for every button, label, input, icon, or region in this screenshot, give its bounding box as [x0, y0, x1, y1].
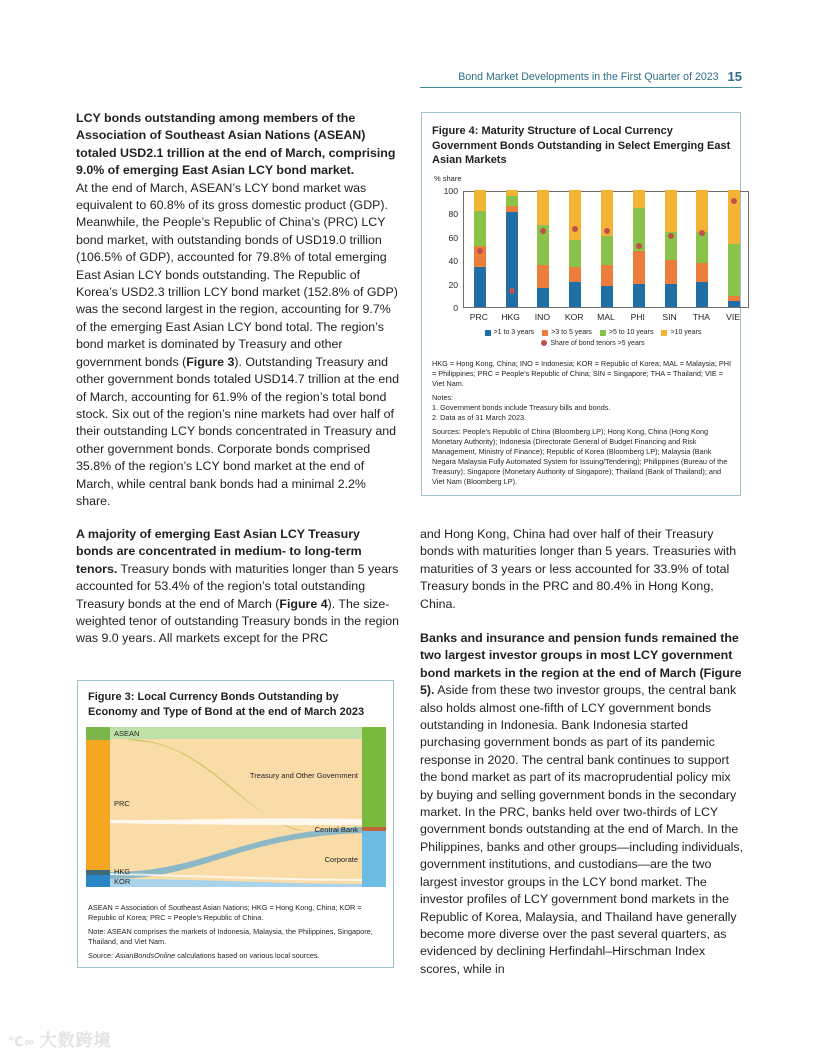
right-column-continuation	[420, 526, 744, 613]
section1-lead: LCY bonds outstanding among members of the Association of Southeast Asian Nations (ASEAN) totaled USD2.1 trillion at the end of March, comprising 9.0% of emerging East Asian LCY bond market.	[76, 111, 396, 178]
section3-body: Aside from these two investor groups, the central bank also holds almost one-fifth of LCY government bonds outstanding in Indonesia. Bank Indonesia started purchasing government bonds as part of its pandemic response in 2020. The central bank continues to support the bond market as part of its macroprudential policy mix by buying and selling government bonds in the secondary market. In the PRC, banks held over two-thirds of LCY government bonds outstanding at the end of March. In the Philippines, banks and other groups—including individuals, government institutions, and custodians—are the two largest investor groups in the LCY bond market. The investor profiles of LCY government bond markets in the Republic of Korea, Malaysia, and Thailand have generally become more diverse over the past several quarters, as evidenced by declining Herfindahl–Hirschman Index scores, while in	[420, 683, 744, 976]
legend-swatch-icon	[485, 330, 491, 336]
legend-swatch-icon	[600, 330, 606, 336]
figure3-abbreviations: ASEAN = Association of Southeast Asian Nations; HKG = Hong Kong, China; KOR = Republic of Korea; PRC = People’s Republic of China.	[88, 903, 362, 922]
legend-item: >3 to 5 years	[542, 329, 592, 336]
figure4-legend	[434, 329, 752, 348]
bar-segment	[569, 190, 581, 240]
y-tick-label: 60	[448, 232, 458, 243]
sankey-label-hkg: HKG	[114, 867, 131, 876]
figure3-box	[77, 680, 394, 968]
y-axis-label: % share	[434, 174, 462, 183]
bar-segment	[506, 206, 518, 212]
figure3-source	[88, 951, 388, 961]
legend-swatch-icon	[661, 330, 667, 336]
plot-area	[463, 191, 749, 308]
bar-sin	[665, 190, 677, 307]
section2-lead: A majority of emerging East Asian LCY Treasury bonds are concentrated in medium- to long-term tenors.	[76, 527, 362, 576]
watermark-icon: ℃∞	[8, 1034, 40, 1049]
bar-segment	[696, 232, 708, 262]
bar-segment	[601, 286, 613, 307]
sankey-label-treasury: Treasury and Other Government	[249, 771, 358, 780]
figure3-note: Note: ASEAN comprises the markets of Indonesia, Malaysia, the Philippines, Singapore, Thailand, and Viet Nam.	[88, 927, 373, 946]
bar-segment	[569, 240, 581, 267]
x-tick-label: KOR	[564, 312, 584, 322]
figure5-reference[interactable]: Figure 5	[420, 665, 742, 698]
section2-body-a: Treasury bonds with maturities longer than 5 years accounted for 53.4% of the region’s total outstanding Treasury bonds at the end of March (	[76, 561, 399, 611]
source-suffix: calculations based on various local sources.	[175, 951, 320, 960]
bar-mal	[601, 190, 613, 307]
bar-segment	[696, 263, 708, 283]
section2-body-b: ). The size-weighted tenor of outstanding Treasury bonds in the region was 9.0 years. All markets except for the PRC	[76, 596, 400, 646]
figure4-note-1: 1. Government bonds include Treasury bills and bonds.	[432, 403, 611, 412]
bar-segment	[665, 284, 677, 307]
bar-segment	[728, 296, 740, 301]
sankey-label-kor: KOR	[114, 877, 131, 886]
marker-dot	[477, 248, 483, 254]
bar-segment	[474, 190, 486, 211]
figure4-sources: Sources: People’s Republic of China (Bloomberg LP); Hong Kong, China (Hong Kong Monetary Authority); Indonesia (Directorate General of Budget Financing and Risk Management, Ministry of Finance); Republic of Korea (Bloomberg LP); Malaysia (Bank Negara Malaysia Fully Automated System for Issuing/Tendering); Philippines (Bureau of the Treasury); Singapore (Monetary Authority of Singapore); Thailand (Bank of Thailand); and Viet Nam (Bloomberg LP).	[432, 427, 728, 486]
bar-kor	[569, 190, 581, 307]
bar-segment	[728, 301, 740, 307]
figure4-reference[interactable]: Figure 4	[279, 596, 328, 611]
x-tick-label: VIE	[726, 312, 741, 322]
bar-segment	[569, 282, 581, 307]
right-column-section3	[420, 630, 744, 978]
legend-item-marker: Share of bond tenors >5 years	[541, 340, 644, 347]
figure4-notes-label: Notes:	[432, 393, 454, 402]
bar-segment	[537, 288, 549, 307]
sankey-label-central-bank: Central Bank	[314, 825, 358, 834]
source-name: AsianBondsOnline	[115, 951, 176, 960]
figure3-title: Figure 3: Local Currency Bonds Outstanding by Economy and Type of Bond at the end of March 2023	[88, 691, 365, 718]
bar-ino	[537, 190, 549, 307]
legend-swatch-icon	[542, 330, 548, 336]
watermark-text: 大数跨境	[39, 1031, 112, 1050]
bar-segment	[665, 260, 677, 283]
y-tick-label: 100	[443, 186, 458, 196]
marker-dot	[636, 243, 642, 249]
bar-vie	[728, 190, 740, 307]
bar-segment	[601, 265, 613, 286]
left-column-section2	[76, 526, 400, 648]
figure3-sankey-chart	[86, 727, 386, 887]
watermark-logo	[8, 1026, 112, 1051]
page-number: 15	[727, 69, 742, 84]
section3-lead-end: ).	[426, 683, 435, 698]
continuation-paragraph: and Hong Kong, China had over half of their Treasury bonds with maturities longer than 5 years. Treasuries with maturities of 3 years or less accounted for 33.9% of total Treasury bonds in the PRC and 80.4% in Hong Kong, China.	[420, 527, 737, 611]
x-tick-label: MAL	[597, 312, 615, 322]
y-tick-label: 40	[448, 256, 458, 267]
bar-segment	[506, 190, 518, 196]
bar-segment	[665, 190, 677, 232]
bar-segment	[633, 284, 645, 307]
marker-dot	[604, 228, 610, 234]
running-header	[420, 66, 742, 88]
marker-dot	[668, 233, 674, 239]
figure4-notes	[432, 359, 734, 491]
y-tick-label: 0	[453, 303, 458, 313]
figure4-title: Figure 4: Maturity Structure of Local Currency Government Bonds Outstanding in Select Emerging East Asian Markets	[432, 125, 731, 166]
figure4-abbreviations: HKG = Hong Kong, China; INO = Indonesia; KOR = Republic of Korea; MAL = Malaysia; PHI = Philippines; PRC = People’s Republic of China; SIN = Singapore; THA = Thailand; VIE = Viet Nam.	[432, 359, 732, 388]
marker-dot	[509, 288, 515, 294]
figure4-note-2: 2. Data as of 31 March 2023.	[432, 413, 527, 422]
left-column-section1	[76, 110, 400, 510]
bar-segment	[696, 190, 708, 232]
legend-item: >5 to 10 years	[600, 329, 654, 336]
x-tick-label: HKG	[501, 312, 520, 322]
legend-item: >1 to 3 years	[485, 329, 535, 336]
marker-dot	[572, 226, 578, 232]
bar-segment	[728, 244, 740, 297]
x-tick-label: PRC	[469, 312, 488, 322]
x-axis-labels	[463, 312, 749, 324]
bar-segment	[537, 190, 549, 225]
figure3-reference[interactable]: Figure 3	[186, 354, 235, 369]
y-tick-label: 20	[448, 279, 458, 290]
figure4-box	[421, 112, 741, 496]
legend-dot-icon	[541, 340, 547, 346]
figure3-notes	[88, 903, 388, 965]
section3-lead: Banks and insurance and pension funds remained the two largest investor groups in most LCY government bond markets in the region at the end of March (	[420, 631, 739, 680]
bar-segment	[474, 267, 486, 307]
y-tick-label: 80	[448, 209, 458, 220]
bar-segment	[537, 265, 549, 288]
x-tick-label: SIN	[662, 312, 677, 322]
x-tick-label: PHI	[630, 312, 645, 322]
sankey-label-prc: PRC	[114, 799, 130, 808]
sankey-label-corporate: Corporate	[324, 855, 358, 864]
bar-tha	[696, 190, 708, 307]
bar-segment	[633, 251, 645, 284]
section1-body-a: At the end of March, ASEAN’s LCY bond market was equivalent to 60.8% of its gross domestic product (GDP). Meanwhile, the People’s Republic of China’s (PRC) LCY bond market, with outstanding bonds of USD19.0 trillion (106.5% of GDP), accounted for 79.8% of total emerging East Asian LCY bonds outstanding. The Republic of Korea’s USD2.3 trillion LCY bond market (152.8% of GDP) was the second largest in the region, accounting for 9.7% of the emerging East Asian LCY bond total. The region’s bond market is dominated by Treasury and other government bonds (	[76, 180, 398, 369]
running-header-title: Bond Market Developments in the First Quarter of 2023	[458, 70, 719, 83]
source-prefix: Source:	[88, 951, 116, 960]
figure4-chart	[434, 174, 752, 354]
bar-segment	[696, 282, 708, 307]
marker-dot	[731, 198, 737, 204]
x-tick-label: THA	[692, 312, 710, 322]
x-tick-label: INO	[534, 312, 551, 322]
legend-item: >10 years	[661, 329, 701, 336]
bar-segment	[633, 190, 645, 208]
bar-segment	[474, 211, 486, 246]
sankey-label-asean: ASEAN	[114, 729, 140, 738]
section1-body-b: ). Outstanding Treasury and other government bonds totaled USD14.7 trillion at the end of March, accounting for 61.9% of the region’s total bond stock. Six out of the region’s nine markets had over half of their outstanding LCY bonds concentrated in Treasury and other government bonds. Corporate bonds comprised 35.8% of the region’s LCY bond market at the end of March, while central bank bonds had a minimal 2.2% share.	[76, 354, 400, 508]
bar-segment	[506, 196, 518, 207]
bar-segment	[601, 236, 613, 265]
bar-segment	[569, 267, 581, 282]
